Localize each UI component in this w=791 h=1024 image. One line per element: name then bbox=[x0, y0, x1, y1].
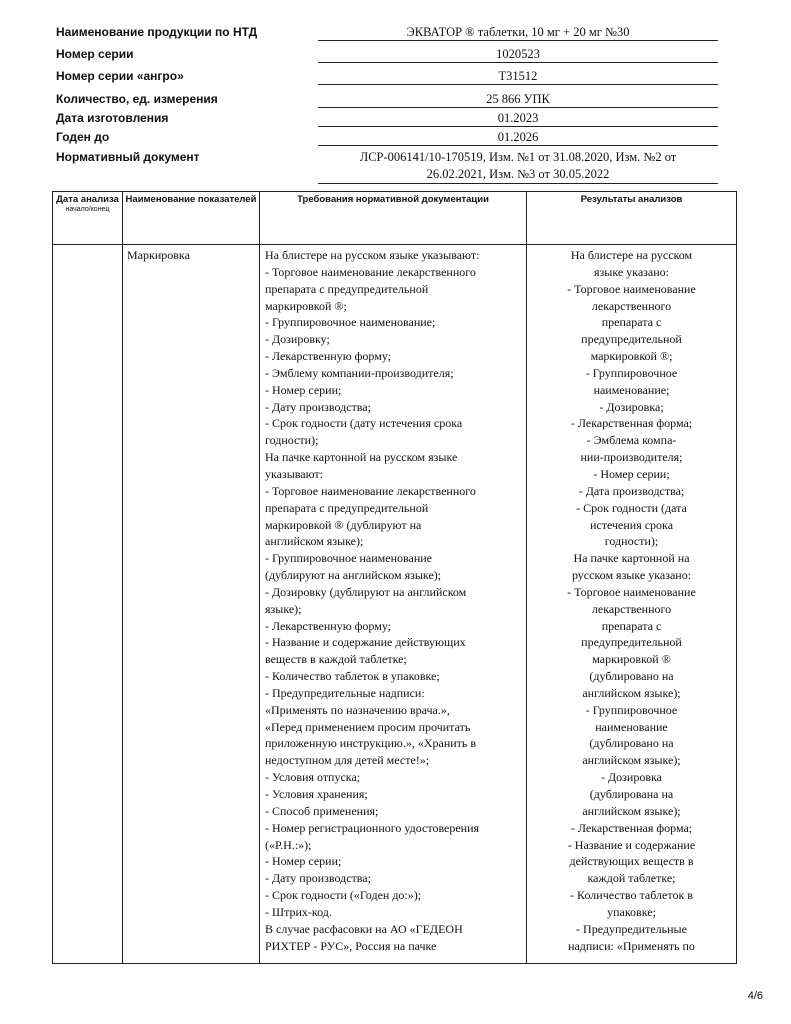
text-line: надписи: «Применять по bbox=[568, 938, 695, 953]
text-line: - Дозировку (дублируют на английском bbox=[265, 584, 467, 599]
text-line: (дублирована на bbox=[589, 787, 674, 801]
text-line: - Группировочное bbox=[585, 365, 678, 380]
header-manufacture-date-row bbox=[56, 110, 756, 128]
column-header-indicators: Наименование показателей bbox=[123, 192, 260, 245]
column-header-requirements: Требования нормативной документации bbox=[260, 192, 527, 245]
text-line: - Срок годности («Годен до:»); bbox=[265, 888, 422, 903]
quantity-label: Количество, ед. измерения bbox=[56, 92, 218, 106]
table-row bbox=[53, 245, 737, 964]
normative-doc-value-line1: ЛСР-006141/10-170519, Изм. №1 от 31.08.2020, Изм. №2 от bbox=[359, 150, 677, 164]
text-line: (дублировано на bbox=[589, 669, 674, 684]
expiry-label: Годен до bbox=[56, 130, 110, 144]
text-line: - Способ применения; bbox=[265, 803, 379, 818]
product-name-value: ЭКВАТОР ® таблетки, 10 мг + 20 мг №30 bbox=[406, 25, 630, 39]
column-header-results: Результаты анализов bbox=[527, 192, 737, 245]
text-line: (дублируют на английском языке); bbox=[265, 568, 442, 583]
text-line: веществ в каждой таблетке; bbox=[265, 652, 407, 667]
series-angro-value: Т31512 bbox=[498, 69, 538, 83]
cell-indicator: Маркировка bbox=[123, 245, 260, 964]
header-expiry-row bbox=[56, 129, 756, 147]
text-line: На блистере на русском языке указывают: bbox=[265, 248, 480, 262]
text-line: предупредительной bbox=[581, 635, 682, 650]
text-line: - Лекарственная форма; bbox=[570, 820, 693, 835]
text-line: В случае расфасовки на АО «ГЕДЕОН bbox=[265, 921, 463, 936]
text-line: - Торговое наименование лекарственного bbox=[265, 483, 476, 498]
text-line: - Дозировка; bbox=[599, 399, 664, 414]
product-name-label: Наименование продукции по НТД bbox=[56, 25, 258, 39]
table-header-row bbox=[53, 192, 737, 245]
analysis-table bbox=[52, 191, 737, 964]
text-line: «Применять по назначению врача.», bbox=[265, 702, 450, 717]
text-line: «Перед применением просим прочитать bbox=[265, 719, 471, 734]
text-line: препарата с предупредительной bbox=[265, 500, 429, 515]
text-line: - Группировочное bbox=[585, 702, 678, 717]
header-series-angro-row bbox=[56, 68, 756, 86]
text-line: - Название и содержание действующих bbox=[265, 635, 466, 650]
text-line: - Условия хранения; bbox=[265, 787, 368, 801]
text-line: препарата с bbox=[601, 618, 662, 633]
normative-doc-value-line2: 26.02.2021, Изм. №3 от 30.05.2022 bbox=[426, 167, 610, 181]
text-line: - Штрих-код. bbox=[265, 904, 332, 919]
text-line: приложенную инструкцию.», «Хранить в bbox=[265, 736, 477, 751]
text-line: - Количество таблеток в bbox=[570, 888, 693, 903]
column-header-date bbox=[53, 192, 123, 245]
text-line: - Торговое наименование лекарственного bbox=[265, 264, 476, 279]
cell-date bbox=[53, 245, 123, 964]
cell-requirements bbox=[260, 245, 527, 964]
text-line: нии-производителя; bbox=[580, 450, 683, 465]
text-line: годности); bbox=[265, 433, 319, 448]
text-line: препарата с bbox=[601, 315, 662, 330]
column-header-date-label: Дата анализа bbox=[56, 194, 119, 205]
text-line: - Дозировку; bbox=[265, 332, 330, 347]
text-line: лекарственного bbox=[591, 298, 672, 313]
text-line: годности); bbox=[604, 534, 659, 549]
text-line: английском языке); bbox=[582, 803, 681, 818]
normative-doc-label: Нормативный документ bbox=[56, 150, 200, 164]
text-line: На пачке картонной на русском языке bbox=[265, 450, 458, 465]
text-line: - Срок годности (дату истечения срока bbox=[265, 416, 463, 431]
text-line: английском языке); bbox=[582, 753, 681, 768]
text-line: маркировкой ® (дублируют на bbox=[265, 517, 422, 532]
text-line: - Дозировка bbox=[601, 770, 662, 785]
text-line: недоступном для детей месте!»; bbox=[265, 753, 430, 768]
manufacture-date-label: Дата изготовления bbox=[56, 111, 169, 125]
text-line: (дублировано на bbox=[589, 736, 674, 751]
text-line: («Р.Н.:»); bbox=[265, 837, 312, 852]
text-line: каждой таблетке; bbox=[587, 871, 676, 886]
series-label: Номер серии bbox=[56, 47, 134, 61]
text-line: - Лекарственную форму; bbox=[265, 618, 392, 633]
text-line: - Дату производства; bbox=[265, 399, 371, 414]
text-line: предупредительной bbox=[581, 332, 682, 347]
quantity-value: 25 866 УПК bbox=[486, 92, 550, 106]
underline bbox=[318, 62, 718, 63]
text-line: - Номер регистрационного удостоверения bbox=[265, 820, 480, 835]
text-line: русском языке указано: bbox=[571, 568, 692, 583]
text-line: препарата с предупредительной bbox=[265, 281, 429, 296]
text-line: - Группировочное наименование; bbox=[265, 315, 436, 330]
underline bbox=[318, 183, 718, 184]
header-normative-doc-row bbox=[56, 149, 756, 185]
underline bbox=[318, 84, 718, 85]
text-line: наименование; bbox=[593, 382, 670, 397]
text-line: - Срок годности (дата bbox=[576, 500, 687, 515]
page-number: 4/6 bbox=[747, 990, 763, 1002]
text-line: лекарственного bbox=[591, 601, 672, 616]
header-product-row bbox=[56, 24, 756, 42]
text-line: - Номер серии; bbox=[265, 854, 342, 869]
text-line: - Лекарственную форму; bbox=[265, 349, 392, 364]
underline bbox=[318, 40, 718, 41]
text-line: маркировкой ®; bbox=[265, 298, 347, 313]
text-line: - Номер серии; bbox=[593, 466, 670, 481]
text-line: - Дата производства; bbox=[578, 483, 685, 498]
underline bbox=[318, 126, 718, 127]
underline bbox=[318, 145, 718, 146]
text-line: - Торговое наименование bbox=[567, 281, 696, 296]
text-line: - Эмблему компании-производителя; bbox=[265, 365, 454, 380]
text-line: маркировкой ® bbox=[592, 652, 671, 667]
text-line: - Лекарственная форма; bbox=[570, 416, 693, 431]
text-line: истечения срока bbox=[589, 517, 674, 532]
text-line: маркировкой ®; bbox=[590, 349, 673, 364]
header-series-row bbox=[56, 46, 756, 64]
manufacture-date-value: 01.2023 bbox=[497, 111, 539, 125]
text-line: - Группировочное наименование bbox=[265, 551, 433, 566]
text-line: - Название и содержание bbox=[567, 837, 696, 852]
text-line: упаковке; bbox=[607, 904, 656, 919]
text-line: На блистере на русском bbox=[570, 248, 693, 262]
underline bbox=[318, 107, 718, 108]
column-header-date-sub: начало/конец bbox=[65, 206, 110, 213]
text-line: РИХТЕР - РУС», Россия на пачке bbox=[265, 938, 437, 953]
text-line: На пачке картонной на bbox=[573, 551, 690, 566]
series-angro-label: Номер серии «ангро» bbox=[56, 69, 184, 83]
header-quantity-row bbox=[56, 91, 756, 109]
series-value: 1020523 bbox=[496, 47, 540, 61]
text-line: - Дату производства; bbox=[265, 871, 371, 886]
text-line: действующих веществ в bbox=[569, 854, 694, 869]
text-line: - Условия отпуска; bbox=[265, 770, 361, 785]
text-line: - Торговое наименование bbox=[567, 584, 696, 599]
cell-results bbox=[527, 245, 737, 964]
text-line: - Эмблема компа- bbox=[586, 433, 677, 448]
text-line: языке указано: bbox=[594, 264, 669, 279]
text-line: - Предупредительные bbox=[576, 921, 687, 936]
text-line: - Номер серии; bbox=[265, 382, 342, 397]
text-line: - Предупредительные надписи: bbox=[265, 685, 425, 700]
text-line: английском языке); bbox=[265, 534, 364, 549]
text-line: - Количество таблеток в упаковке; bbox=[265, 669, 440, 684]
text-line: указывают: bbox=[265, 466, 323, 481]
text-line: языке); bbox=[265, 601, 302, 616]
text-line: английском языке); bbox=[582, 685, 681, 700]
expiry-value: 01.2026 bbox=[497, 130, 539, 144]
text-line: наименование bbox=[595, 719, 668, 734]
